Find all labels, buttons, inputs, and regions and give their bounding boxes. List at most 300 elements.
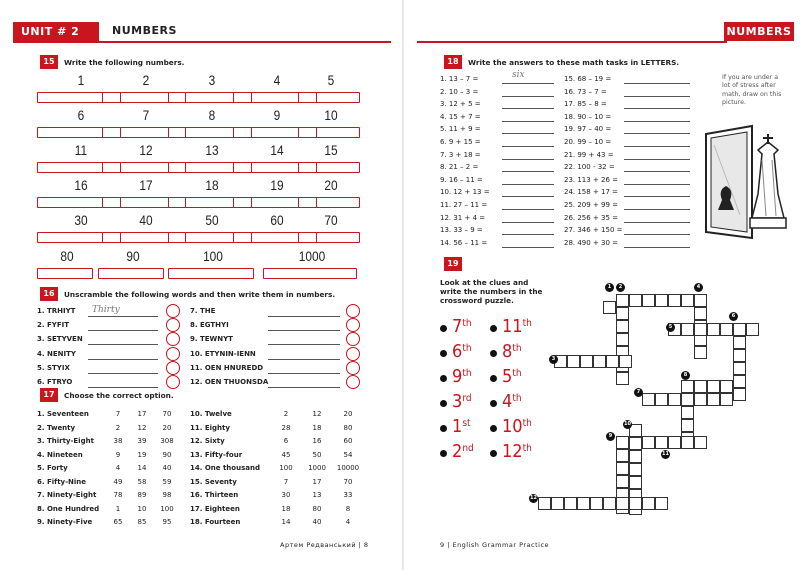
answer-line[interactable]: [88, 359, 158, 360]
crossword-cell[interactable]: [655, 497, 668, 510]
crossword-cell[interactable]: [681, 436, 694, 449]
scramble-word: 5. STYIX: [37, 363, 70, 372]
clue-ordinal: [502, 443, 532, 461]
math-task: 1. 13 – 7 =: [440, 75, 479, 83]
clue-suffix: th: [522, 418, 532, 429]
choice-option[interactable]: 19: [137, 450, 147, 459]
choice-option[interactable]: 70: [343, 477, 353, 486]
crossword-cell[interactable]: [733, 362, 746, 375]
clue-suffix: st: [462, 418, 471, 429]
clue-suffix: th: [512, 343, 522, 354]
choice-option[interactable]: 8: [345, 504, 351, 513]
choice-option[interactable]: 1000: [308, 464, 326, 472]
choice-option[interactable]: 45: [281, 450, 291, 459]
clue-number: 9: [452, 366, 463, 387]
answer-line[interactable]: [268, 330, 340, 331]
section-16-instruction: Unscramble the following words and then write them in numbers.: [64, 290, 336, 299]
math-task: 11. 27 – 11 =: [440, 201, 488, 209]
choice-option[interactable]: 4: [115, 464, 121, 472]
crossword-cell[interactable]: [577, 497, 590, 510]
answer-line[interactable]: [502, 121, 554, 122]
chess-mirror-illustration: [700, 120, 790, 245]
crossword-cell[interactable]: [694, 380, 707, 393]
number-circle[interactable]: [166, 318, 180, 332]
section-17-instruction: Choose the correct option.: [64, 391, 174, 400]
clue-ordinal: [502, 318, 532, 336]
answer-line[interactable]: [502, 196, 554, 197]
choice-option[interactable]: 38: [113, 437, 123, 445]
crossword-cell[interactable]: [603, 497, 616, 510]
crossword-cell[interactable]: [629, 463, 642, 476]
page-title: NUMBERS: [724, 22, 794, 41]
answer-line[interactable]: [502, 146, 554, 147]
crossword-cell[interactable]: [538, 497, 551, 510]
crossword-cell[interactable]: [707, 323, 720, 336]
clue-number: 11: [502, 316, 523, 337]
clue-number: 1: [452, 416, 463, 437]
math-task: 24. 158 + 17 =: [564, 188, 619, 197]
header-rule: [13, 41, 391, 43]
answer-line[interactable]: [624, 171, 690, 172]
section-17-number: 17: [40, 388, 58, 402]
section-18-number: 18: [444, 55, 462, 69]
crossword-cell[interactable]: [629, 476, 642, 489]
crossword-cell[interactable]: [681, 323, 694, 336]
scramble-word: 4. NENITY: [37, 349, 76, 358]
crossword-cell[interactable]: [681, 419, 694, 432]
number-label: 80: [60, 248, 74, 264]
answer-box[interactable]: [298, 162, 360, 173]
answer-line[interactable]: [268, 344, 340, 345]
answer-line[interactable]: [624, 83, 690, 84]
choice-option[interactable]: 89: [137, 491, 147, 499]
crossword-cell[interactable]: [616, 372, 629, 385]
math-task: 13. 33 – 9 =: [440, 226, 483, 235]
crossword-cell[interactable]: [642, 393, 655, 406]
choice-option[interactable]: 12: [137, 423, 147, 432]
answer-line[interactable]: [502, 247, 554, 248]
clue-number: 2: [452, 441, 463, 462]
scramble-word: 3. SETYVEN: [37, 335, 83, 344]
answer-box[interactable]: [298, 197, 360, 208]
clue-ordinal: [502, 418, 532, 436]
choice-option[interactable]: 70: [162, 410, 172, 418]
number-circle[interactable]: [166, 304, 180, 318]
clue-number: 6: [452, 341, 463, 362]
crossword-cell[interactable]: [681, 393, 694, 406]
crossword-cell[interactable]: [720, 393, 733, 406]
choice-word: 3. Thirty-Eight: [37, 437, 94, 445]
clue-bullet: [490, 425, 497, 432]
clue-bullet: [440, 400, 447, 407]
choice-option[interactable]: 30: [281, 491, 291, 499]
math-task: 20. 99 – 10 =: [564, 138, 612, 146]
answer-box[interactable]: [37, 268, 93, 279]
answer-box[interactable]: [263, 268, 357, 279]
crossword-number: 10: [624, 421, 631, 427]
number-label: 17: [139, 177, 153, 193]
crossword-cell[interactable]: [655, 294, 668, 307]
choice-option[interactable]: 10: [137, 504, 147, 513]
crossword-cell[interactable]: [551, 497, 564, 510]
section-19-number: 19: [444, 257, 462, 271]
crossword-cell[interactable]: [733, 323, 746, 336]
answer-line[interactable]: [88, 330, 158, 331]
crossword-cell[interactable]: [681, 380, 694, 393]
clue-number: 8: [502, 341, 513, 362]
answer-line[interactable]: [88, 316, 158, 317]
crossword-cell[interactable]: [642, 497, 655, 510]
answer-line[interactable]: [502, 83, 554, 84]
choice-option[interactable]: 4: [345, 518, 351, 526]
answer-line[interactable]: [502, 234, 554, 235]
choice-option[interactable]: 80: [343, 423, 353, 432]
choice-word: 16. Thirteen: [190, 491, 239, 499]
crossword-cell[interactable]: [567, 355, 580, 368]
crossword-cell[interactable]: [694, 307, 707, 320]
choice-option[interactable]: 28: [281, 423, 291, 432]
crossword-cell[interactable]: [616, 436, 629, 449]
clue-ordinal: [452, 443, 474, 461]
crossword-cell[interactable]: [629, 450, 642, 463]
choice-option[interactable]: 20: [162, 423, 172, 432]
answer-line[interactable]: [88, 344, 158, 345]
crossword-cell[interactable]: [629, 497, 642, 510]
choice-option[interactable]: 65: [113, 518, 123, 526]
crossword-cell[interactable]: [746, 323, 759, 336]
choice-word: 9. Ninety-Five: [37, 518, 93, 526]
number-circle[interactable]: [346, 304, 360, 318]
answer-line[interactable]: [268, 387, 340, 388]
choice-option[interactable]: 16: [312, 437, 322, 445]
choice-word: 12. Sixty: [190, 437, 225, 445]
choice-option[interactable]: 14: [137, 464, 147, 472]
number-circle[interactable]: [166, 332, 180, 346]
answer-line[interactable]: [502, 222, 554, 223]
math-task: 22. 100 - 32 =: [564, 163, 615, 172]
answer-line[interactable]: [624, 222, 690, 223]
scramble-word: 6. FTRYO: [37, 378, 73, 386]
crossword-cell[interactable]: [603, 301, 616, 314]
choice-option[interactable]: 17: [312, 477, 322, 486]
crossword-number: 3: [549, 355, 558, 364]
number-label: 6: [77, 107, 85, 123]
crossword-number: 4: [694, 283, 703, 292]
crossword-number: 9: [606, 432, 615, 441]
crossword-cell[interactable]: [668, 393, 681, 406]
scramble-word: 10. ETYNIN-IENN: [190, 349, 256, 358]
number-label: 3: [208, 72, 216, 88]
choice-option[interactable]: 7: [115, 410, 121, 418]
crossword-cell[interactable]: [733, 336, 746, 349]
choice-option[interactable]: 18: [281, 504, 291, 513]
clue-number: 4: [502, 391, 513, 412]
choice-word: 2. Twenty: [37, 423, 76, 432]
crossword-cell[interactable]: [616, 294, 629, 307]
clue-ordinal: [452, 418, 471, 436]
answer-line[interactable]: [502, 96, 554, 97]
number-label: 9: [273, 107, 281, 123]
math-task: 2. 10 – 3 =: [440, 87, 479, 96]
crossword-cell[interactable]: [642, 436, 655, 449]
choice-word: 17. Eighteen: [190, 504, 240, 513]
answer-line[interactable]: [88, 373, 158, 374]
number-circle[interactable]: [346, 332, 360, 346]
crossword-cell[interactable]: [616, 320, 629, 333]
crossword-cell[interactable]: [629, 437, 642, 450]
king-piece: [752, 142, 784, 218]
number-label: 70: [324, 212, 338, 228]
crossword-cell[interactable]: [616, 307, 629, 320]
choice-word: 15. Seventy: [190, 477, 237, 486]
crossword-number: 8: [681, 371, 690, 380]
number-circle[interactable]: [346, 347, 360, 361]
crossword-cell[interactable]: [580, 355, 593, 368]
choice-option[interactable]: 7: [283, 477, 289, 486]
choice-option[interactable]: 6: [283, 437, 289, 445]
answer-box[interactable]: [298, 127, 360, 138]
number-label: 5: [327, 72, 335, 88]
answer-line[interactable]: [268, 316, 340, 317]
choice-option[interactable]: 9: [115, 450, 121, 459]
answer-line[interactable]: [624, 133, 690, 134]
example-answer: Thirty: [92, 305, 120, 315]
crossword-cell[interactable]: [720, 380, 733, 393]
crossword-number: 7: [634, 388, 643, 397]
unit-label: UNIT # 2: [13, 22, 99, 41]
number-label: 2: [142, 72, 150, 88]
choice-word: 14. One thousand: [190, 464, 260, 472]
choice-option[interactable]: 80: [312, 504, 322, 513]
choice-option[interactable]: 13: [312, 491, 322, 499]
choice-option[interactable]: 95: [162, 518, 172, 526]
number-circle[interactable]: [346, 375, 360, 389]
answer-line[interactable]: [502, 108, 554, 109]
left-page: [0, 0, 403, 570]
math-task: 16. 73 – 7 =: [564, 87, 607, 96]
clue-bullet: [490, 325, 497, 332]
clue-bullet: [490, 400, 497, 407]
choice-option[interactable]: 33: [343, 491, 353, 499]
choice-option[interactable]: 40: [312, 518, 322, 526]
choice-word: 6. Fifty-Nine: [37, 477, 86, 486]
crossword-number: 5: [666, 323, 675, 332]
number-label: 10: [324, 107, 338, 123]
choice-option[interactable]: 90: [162, 450, 172, 459]
crossword-cell[interactable]: [694, 436, 707, 449]
clue-number: 5: [502, 366, 513, 387]
crossword-cell[interactable]: [616, 449, 629, 462]
answer-line[interactable]: [624, 184, 690, 185]
crossword-cell[interactable]: [616, 475, 629, 488]
choice-option[interactable]: 308: [160, 437, 174, 445]
number-label: 12: [139, 142, 153, 158]
choice-option[interactable]: 58: [137, 477, 147, 486]
choice-option[interactable]: 50: [312, 450, 322, 459]
choice-option[interactable]: 100: [160, 504, 174, 513]
clue-bullet: [440, 375, 447, 382]
answer-line[interactable]: [624, 234, 690, 235]
math-task: 9. 16 – 11 =: [440, 175, 483, 184]
choice-option[interactable]: 85: [137, 518, 147, 526]
choice-option[interactable]: 12: [312, 410, 322, 418]
crossword-cell[interactable]: [694, 346, 707, 359]
number-label: 50: [205, 212, 219, 228]
math-task: 5. 11 + 9 =: [440, 125, 481, 134]
crossword-cell[interactable]: [655, 436, 668, 449]
answer-line[interactable]: [624, 108, 690, 109]
answer-line[interactable]: [624, 247, 690, 248]
crossword-cell[interactable]: [681, 406, 694, 419]
crossword-cell[interactable]: [694, 323, 707, 336]
math-task: 25. 209 + 99 =: [564, 201, 619, 209]
math-task: 18. 90 – 10 =: [564, 112, 612, 121]
choice-option[interactable]: 60: [343, 437, 353, 445]
math-task: 19. 97 – 40 =: [564, 125, 612, 134]
crossword-cell[interactable]: [720, 323, 733, 336]
answer-line[interactable]: [502, 133, 554, 134]
crossword-cell[interactable]: [694, 294, 707, 307]
answer-line[interactable]: [624, 196, 690, 197]
choice-option[interactable]: 39: [137, 437, 147, 445]
choice-option[interactable]: 18: [312, 423, 322, 432]
crossword-cell[interactable]: [629, 294, 642, 307]
number-circle[interactable]: [346, 318, 360, 332]
choice-word: 13. Fifty-four: [190, 450, 243, 459]
choice-option[interactable]: 98: [162, 491, 172, 499]
crossword-cell[interactable]: [590, 497, 603, 510]
number-label: 13: [205, 142, 219, 158]
choice-option[interactable]: 2: [283, 410, 289, 418]
number-label: 11: [74, 142, 88, 158]
number-circle[interactable]: [346, 361, 360, 375]
choice-option[interactable]: 20: [343, 410, 353, 418]
math-task: 8. 21 – 2 =: [440, 163, 479, 172]
header-rule: [417, 41, 727, 43]
crossword-cell[interactable]: [733, 388, 746, 401]
number-label: 40: [139, 212, 153, 228]
clue-number: 10: [502, 416, 523, 437]
crossword-cell[interactable]: [606, 355, 619, 368]
answer-line[interactable]: [624, 146, 690, 147]
choice-option[interactable]: 40: [162, 464, 172, 472]
choice-option[interactable]: 49: [113, 477, 123, 486]
clue-suffix: th: [462, 318, 472, 329]
answer-box[interactable]: [298, 232, 360, 243]
page-footer: Артем Редванський | 8: [280, 541, 369, 549]
crossword-cell[interactable]: [593, 355, 606, 368]
answer-line[interactable]: [502, 209, 554, 210]
math-task: 28. 490 + 30 =: [564, 238, 619, 247]
crossword-cell[interactable]: [642, 294, 655, 307]
answer-line[interactable]: [268, 373, 340, 374]
number-circle[interactable]: [166, 361, 180, 375]
choice-word: 4. Nineteen: [37, 450, 83, 459]
answer-box[interactable]: [98, 268, 164, 279]
number-circle[interactable]: [166, 347, 180, 361]
choice-word: 1. Seventeen: [37, 410, 89, 418]
scramble-word: 2. FYFIT: [37, 321, 69, 330]
answer-line[interactable]: [624, 96, 690, 97]
math-task: 17. 85 – 8 =: [564, 100, 607, 109]
clue-suffix: th: [512, 393, 522, 404]
choice-option[interactable]: 54: [343, 450, 353, 459]
crossword-cell[interactable]: [694, 393, 707, 406]
crossword-cell[interactable]: [616, 333, 629, 346]
scramble-word: 1. TRHIYT: [37, 307, 76, 315]
math-task: 14. 56 – 11 =: [440, 238, 488, 247]
crossword-cell[interactable]: [655, 393, 668, 406]
answer-line[interactable]: [268, 359, 340, 360]
choice-option[interactable]: 100: [279, 464, 293, 472]
number-label: 60: [270, 212, 284, 228]
clue-number: 12: [502, 441, 523, 462]
math-task: 7. 3 + 18 =: [440, 150, 481, 159]
section-16-number: 16: [40, 287, 58, 301]
math-task: 4. 15 + 7 =: [440, 112, 481, 121]
crossword-cell[interactable]: [733, 349, 746, 362]
choice-word: 18. Fourteen: [190, 518, 241, 526]
answer-line[interactable]: [624, 209, 690, 210]
choice-option[interactable]: 59: [162, 477, 172, 486]
number-label: 90: [126, 248, 140, 264]
choice-option[interactable]: 1: [115, 504, 121, 513]
clue-ordinal: [502, 343, 522, 361]
clue-bullet: [440, 425, 447, 432]
answer-line[interactable]: [502, 184, 554, 185]
answer-line[interactable]: [624, 121, 690, 122]
crossword-cell[interactable]: [668, 436, 681, 449]
crossword-cell[interactable]: [616, 462, 629, 475]
number-label: 18: [205, 177, 219, 193]
answer-line[interactable]: [502, 159, 554, 160]
clue-ordinal: [452, 318, 472, 336]
choice-option[interactable]: 14: [281, 518, 291, 526]
crossword-cell[interactable]: [707, 393, 720, 406]
number-label: 4: [273, 72, 281, 88]
choice-option[interactable]: 10000: [336, 464, 360, 472]
choice-option[interactable]: 78: [113, 491, 123, 499]
scramble-word: 9. TEWNYT: [190, 335, 233, 344]
clue-ordinal: [452, 393, 472, 411]
number-label: 8: [208, 107, 216, 123]
clue-ordinal: [452, 368, 472, 386]
answer-line[interactable]: [88, 387, 158, 388]
clue-suffix: th: [462, 343, 472, 354]
crossword-cell[interactable]: [733, 375, 746, 388]
crossword-cell[interactable]: [616, 497, 629, 510]
clue-suffix: th: [522, 443, 532, 454]
answer-box[interactable]: [168, 268, 254, 279]
crossword-number: 12: [530, 495, 537, 501]
number-circle[interactable]: [166, 375, 180, 389]
crossword-cell[interactable]: [707, 380, 720, 393]
crossword-cell[interactable]: [564, 497, 577, 510]
answer-line[interactable]: [624, 159, 690, 160]
number-label: 15: [324, 142, 338, 158]
scramble-word: 8. EGTHYI: [190, 321, 229, 330]
answer-line[interactable]: [502, 171, 554, 172]
crossword-cell[interactable]: [619, 355, 632, 368]
clue-bullet: [490, 375, 497, 382]
crossword-number: 11: [662, 451, 669, 457]
crossword-cell[interactable]: [668, 294, 681, 307]
answer-box[interactable]: [298, 92, 360, 103]
clue-bullet: [440, 350, 447, 357]
choice-option[interactable]: 2: [115, 423, 121, 432]
crossword-cell[interactable]: [681, 294, 694, 307]
choice-option[interactable]: 17: [137, 410, 147, 418]
